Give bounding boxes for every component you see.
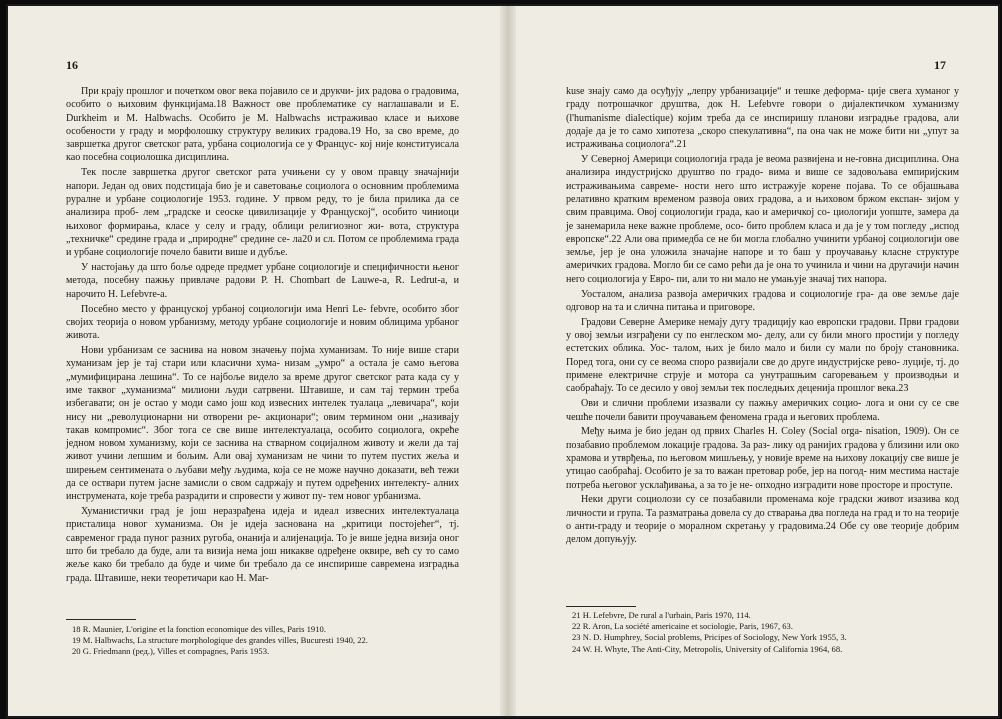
footnote: 21 H. Lefebvre, De rural a l'urbain, Paris 1970, 114. [572,610,751,620]
footnotes [566,610,959,655]
paragraph: Уосталом, анализа развоја америчких градова и социологије гра- да ове земље даје одговор на та и слична питања и приговоре. [566,288,959,313]
paragraph: Међу њима је био један од првих Charles H. Coley (Social orga- nisation, 1909). Он се позабавио проблемом локације градова. За раз- лику од ранијих градова у близини или око храмова и утврђења, по његовом мишљењу, у новије време на њихову локацију све више је утицао саобраћај. Особито је за то важан претовар робе, јер на погод- ним местима настаје потреба његовог усклађивања, а за то је не- опходно изградити нове просторе и проступе. [566,426,959,491]
footnote: 22 R. Aron, La société americaine et sociologie, Paris, 1967, 63. [572,621,793,632]
footnote: 20 G. Friedmann (ред.), Villes et compagnes, Paris 1953. [72,646,270,657]
paragraph: Посебно место у француској урбаној социологији има Henri Le- febvre, особито због својих теорија о новом урбанизму, методу урбане социологије и новим облицима урбаног живота. [66,303,459,342]
paragraph: kuse знају само да осуђују „лепру урбанизације“ и тешке деформа- ције свега хуманог у граду потрошачког друштва, док H. Lefebvre говори о дијалектичком хуманизму (l'humanisme dialectique) којим треба да се инспиришу планови изградње градова, али додаје да је то само хипотеза „скоро спекулативна“, па она чак не може бити ни „упут за истраживања социолога“.21 [566,86,959,151]
body-text [566,85,959,548]
left-page [8,6,500,716]
page-number: 16 [66,58,78,72]
paragraph: При крају прошлог и почетком овог века појавило се и друкчи- јих радова о градовима, особито о њиховим функцијама.18 Важност ове проблематике су наглашавали и E. Durkheim и M. Halbwachs. Особито је M. Halbwachs истраживао класе и њихове особености у граду и морфолошку структуру великих градова.19 Но, за сво време, до завршетка другог светског рата, урбана социологија се у Францус- кој није конституисала као посебна социолошка дисциплина. [66,86,459,164]
footnote-divider [566,606,636,607]
right-page [516,6,998,716]
book-spread [8,6,998,716]
paragraph: Нови урбанизам се заснива на новом значењу појма хуманизам. То није више стари хуманизам јер је тај стари или класични хума- низам „умро“ а остала је само његова „мумифицирана лешина“. То се најбоље видело за време другог светског рата када су у име таквог „хуманизма“ милиони људи сатрвени. Штавише, и сам тај термин треба избегавати; он је остао у моди само још код извесних интелек туалаца „левичара“, који нису ни „револуционарни ни отворени ре- акционари“; овим термином они „називају такав компромис“. Због тога се све више интелектуалаца, особито социолога, окреће једном новом хуманизму, који се заснива на стварном социјалном животу и жели да тај живот учини лепшим и бољим. Али овај хуманизам не чини то путем пустих жеља и ширењем сентимената о љубави међу људима, која се не може научно доказати, већ тежи да се оствари путем јасне замисли о свом садржају и путем одређених интелекту- алних инструмената, које треба разрадити и спровести у живот пу- тем новог урбанизма. [66,345,459,503]
book-gutter [500,6,516,716]
footnote: 18 R. Maunier, L'origine et la fonction economique des villes, Paris 1910. [72,624,326,634]
body-text [66,85,459,587]
paragraph: У настојању да што боље одреде предмет урбане социологије и специфичности њеног метода, посебну пажњу привлаче радови P. H. Chombart de Lauwe-a, R. Ledrut-a, и нарочито H. Lefebvre-a. [66,262,459,300]
paragraph: У Северној Америци социологија града је веома развијена и не-говна дисциплина. Она анализира индустријско друштво по градо- вима и више се задовољава емпиријским истраживањима савреме- ности него што истражује корене појава. То се објашњава релативно кратким временом развоја ових градова, а и њиховом бржом експан- зијом у свим правцима. Овој социологији града, као и америчкој со- циологији уопште, замера да је занемарила неке важне проблеме, осо- бито проблем класа и да је у том погледу „испод европске“.22 Али ова примедба се не би могла глобално учинити урбаној социологији ове земље, јер је она уложила значајне напоре и то баш у проучавању класне структуре америчких градова. Могло би се само рећи да је она то учинила и чини на другачији начин него социологија у Евро- пи, али то ни мало не умањује значај тих напора. [566,154,959,285]
footnotes [66,624,459,658]
paragraph: Неки други социолози су се позабавили променама које градски живот изазива код личности и група. Та разматрања довела су до стварања два погледа на град и то на теорије о анти-граду и теорије о моралном скретању у градовима.24 Обе су ове теорије добрим делом допуњују. [566,494,959,546]
page-number: 17 [934,58,946,72]
paragraph: Градови Северне Америке немају дугу традицију као европски градови. Први градови у овој земљи изграђени су по енглеском мо- делу, али су били много простији у погледу естетских облика. Уос- талом, њих је било мало и били су мали по броју становника. Поред тога, они су се веома споро развијали све до друге индустријске рево- луције, тј. до примене електричне струје и мотора са унутрашњим сагоревањем у производњи и саобраћају. То се десило у овој земљи тек последњих деценија прошлог века.23 [566,316,959,395]
paragraph: Тек после завршетка другог светског рата учињени су у овом правцу значајнији напори. Један од ових подстицаја био је и саветовање социолога о основним проблемима руралне и урбане социологије 1953. године. У првом реду, то је била прилика да се анализира проб- лем „градске и сеоске цивилизације у Француској“, особито чиниоци њиховог формирања, класе у селу и граду, облици религиозног жи- вота, структура „техничке“ средине града и „природне“ средине се- ла20 и сл. Потом се проблемима града и урбане социологије почело бавити више и дубље. [66,167,459,259]
footnote: 23 N. D. Humphrey, Social problems, Pricipes of Sociology, New York 1955, 3. [572,632,847,643]
footnote: 24 W. H. Whyte, The Anti-City, Metropolis, University of California 1964, 68. [572,643,843,654]
footnote-divider [66,619,136,620]
footnote: 19 M. Halbwachs, La structure morphologique des grandes villes, Bucuresti 1940, 22. [72,635,368,646]
paragraph: Ови и слични проблеми изазвали су пажњу америчких социо- лога и они су се све чешће почели бавити проучавањем феномена града и његових проблема. [566,398,959,423]
paragraph: Хуманистички град је још неразрађена идеја и идеал извесних интелектуалаца присталица новог хуманизма. Он је идеја заснована на „критици постојећег“, тј. савременог града пуног разних ругоба, онанија и алијенација. То је више једна визија оног што би требало да буде, али та визија нема још никакве одређене оквире, већ су то само жеље како би требало да буде и чиме би требало да се инспирише савремена изградња града. Штавише, неки теоретичари као H. Mar- [66,506,459,584]
